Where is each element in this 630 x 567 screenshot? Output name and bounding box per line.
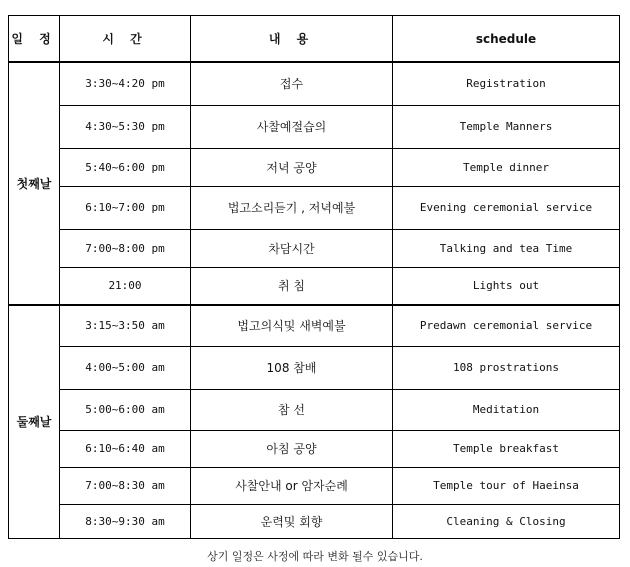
table-row (9, 430, 620, 467)
row-time: 5:00~6:00 am (60, 389, 191, 430)
header-row (9, 16, 620, 63)
table-row (9, 105, 620, 148)
row-content: 사찰예절습의 (191, 105, 393, 148)
row-time: 21:00 (60, 267, 191, 305)
row-content: 저녁 공양 (191, 148, 393, 186)
row-time: 6:10~7:00 pm (60, 186, 191, 229)
row-schedule: Evening ceremonial service (393, 186, 620, 229)
header-time: 시 간 (60, 16, 191, 63)
row-time: 3:30~4:20 pm (60, 62, 191, 105)
table-row (9, 186, 620, 229)
row-content: 차담시간 (191, 229, 393, 267)
table-row (9, 148, 620, 186)
row-schedule: Temple Manners (393, 105, 620, 148)
day1-label: 첫째날 (9, 62, 60, 305)
table-row (9, 346, 620, 389)
row-content: 법고소리듣기 , 저녁예불 (191, 186, 393, 229)
row-time: 8:30~9:30 am (60, 504, 191, 538)
header-content: 내 용 (191, 16, 393, 63)
row-time: 6:10~6:40 am (60, 430, 191, 467)
row-schedule: 108 prostrations (393, 346, 620, 389)
row-schedule: Talking and tea Time (393, 229, 620, 267)
row-content: 108 참배 (191, 346, 393, 389)
row-schedule: Temple tour of Haeinsa (393, 467, 620, 504)
row-content: 참 선 (191, 389, 393, 430)
row-schedule: Meditation (393, 389, 620, 430)
row-content: 취 침 (191, 267, 393, 305)
row-time: 4:00~5:00 am (60, 346, 191, 389)
row-content: 사찰안내 or 암자순례 (191, 467, 393, 504)
table-row (9, 62, 620, 105)
row-time: 3:15~3:50 am (60, 305, 191, 346)
row-schedule: Predawn ceremonial service (393, 305, 620, 346)
table-row (9, 467, 620, 504)
header-day: 일 정 (9, 16, 60, 63)
table-row (9, 504, 620, 538)
header-schedule: schedule (393, 16, 620, 63)
row-schedule: Lights out (393, 267, 620, 305)
row-content: 운력및 회향 (191, 504, 393, 538)
row-schedule: Temple breakfast (393, 430, 620, 467)
table-row (9, 267, 620, 305)
table-row (9, 305, 620, 346)
day2-label: 둘째날 (9, 305, 60, 538)
table-row (9, 389, 620, 430)
row-schedule: Registration (393, 62, 620, 105)
row-time: 7:00~8:30 am (60, 467, 191, 504)
row-content: 법고의식및 새벽예불 (191, 305, 393, 346)
table-row (9, 229, 620, 267)
row-content: 아침 공양 (191, 430, 393, 467)
schedule-footnote: 상기 일정은 사정에 따라 변화 될수 있습니다. (207, 550, 423, 563)
row-content: 접수 (191, 62, 393, 105)
schedule-table (8, 15, 620, 539)
row-time: 7:00~8:00 pm (60, 229, 191, 267)
row-time: 5:40~6:00 pm (60, 148, 191, 186)
row-schedule: Temple dinner (393, 148, 620, 186)
row-time: 4:30~5:30 pm (60, 105, 191, 148)
row-schedule: Cleaning & Closing (393, 504, 620, 538)
